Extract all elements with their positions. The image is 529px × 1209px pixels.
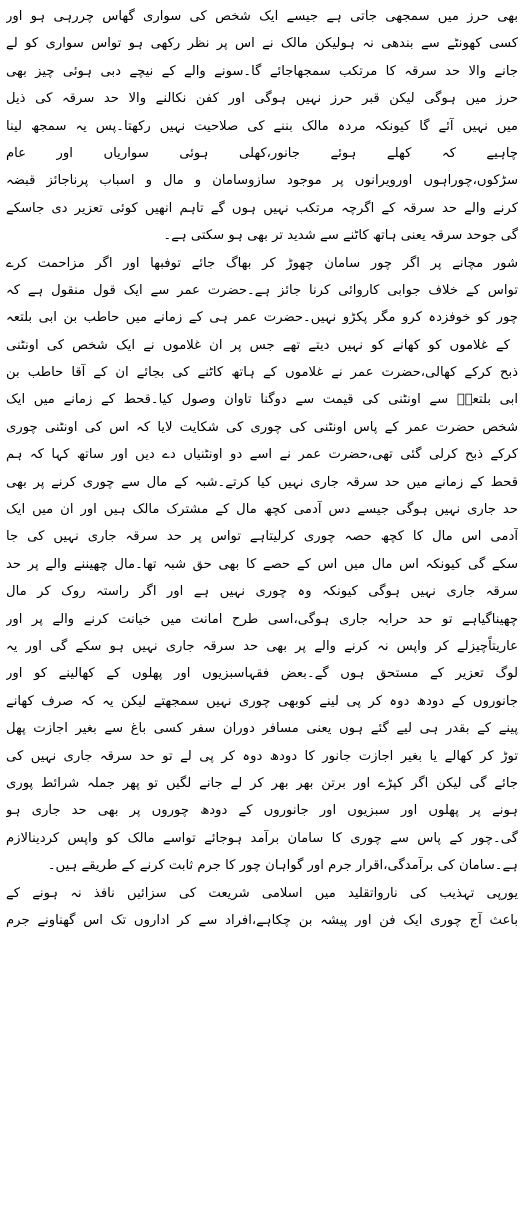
text-line: بھی حرز میں سمجھی جاتی ہے جیسے ایک شخص کی سواری گھاس چررہی ہو اور bbox=[6, 9, 518, 24]
text-line: سڑکوں،چوراہوں اورویرانوں پر موجود سازوسامان و مال و اسباب پرناجائز قبضہ bbox=[6, 173, 518, 189]
text-line: شور مچانے پر اگر چور سامان چھوڑ کر بھاگ جائے توفبھا اور اگر مزاحمت کرے bbox=[6, 255, 518, 271]
text-line: گی جوحد سرقہ یعنی ہاتھ کاٹنے سے شدید تر بھی ہو سکتی ہے۔ bbox=[163, 228, 518, 244]
text-line: جانوروں کے دودھ دوہ کر پی لینے کوبھی چوری نہیں سمجھتے لیکن یہ کہ صرف کھانے bbox=[6, 693, 518, 709]
text-line: توڑ کر کھالے یا بغیر اجازت جانور کا دودھ دوہ کر پی لے تو حد سرقہ جاری نہیں کی bbox=[6, 748, 518, 764]
text-line: چور کو خوفزدہ کرو مگر پکڑو نہیں۔حضرت عمر ہی کے زمانے میں حاطب بن ابی بلتعہ bbox=[6, 310, 518, 326]
text-line: ؓ کے غلاموں کو کھانے کو نہیں دیتے تھے جس پر ان غلاموں نے ایک شخص کی اونٹنی bbox=[6, 337, 518, 353]
text-line: یورپی تہذیب کی نارواتقلید میں اسلامی شریعت کی سزائیں نافذ نہ ہونے کے bbox=[6, 885, 518, 901]
text-line: ہے۔سامان کی برآمدگی،اقرار جرم اور گواہان چور کا جرم ثابت کرنے کے طریقے ہیں۔ bbox=[47, 858, 518, 874]
text-line: جائے گی لیکن اگر کپڑے اور برتن بھر بھر کر لے جانے لگیں تو پھر جملہ شرائط پوری bbox=[6, 775, 518, 791]
text-line: باعث آج چوری ایک فن اور پیشہ بن چکاہے،افراد سے کر اداروں تک اس گھناونے جرم bbox=[6, 912, 518, 928]
text-line: کسی کھونٹے سے بندھی نہ ہولیکن مالک نے اس پر نظر رکھی ہو تواس سواری کو لے bbox=[6, 36, 518, 52]
text-line: گی۔چور کے پاس سے چوری کا سامان برآمد ہوجائے تواسے مالک کو واپس کردینالازم bbox=[6, 830, 518, 846]
text-line: قحط کے زمانے میں حد سرقہ جاری نہیں کیا کرتے۔شبہ کے مال سے چوری کرنے پر بھی bbox=[6, 474, 518, 490]
text-line: عاریتاًچیزلے کر واپس نہ کرنے والے پر بھی حد سرقہ جاری نہیں ہو سکے گی اور یہ bbox=[6, 638, 518, 654]
text-line: جانے والا حد سرقہ کا مرتکب سمجھاجائے گا۔سونے والے کے نیچے دبی ہوئی چیز بھی bbox=[6, 63, 518, 79]
text-line: ابی بلتعہؓ سے اونٹنی کی قیمت سے دوگنا تاوان وصول کیا۔قحط کے زمانے میں ایک bbox=[6, 392, 518, 408]
text-line: ذبح کرکے کھالی،حضرت عمر نے غلاموں کے ہاتھ کاٹنے کی بجائے ان کے آقا حاطب بن bbox=[6, 365, 518, 381]
text-line: کرنے والے حد سرقہ کے اگرچہ مرتکب نہیں ہوں گے تاہم انھیں کوئی تعزیر دی جاسکے bbox=[6, 200, 518, 216]
text-line: تواس کے خلاف جوابی کاروائی کرنا جائز ہے۔حضرت عمر سے ایک قول منقول ہے کہ bbox=[6, 282, 518, 298]
text-line: میں نہیں آئے گا کیونکہ مردہ مالک بننے کی صلاحیت نہیں رکھتا۔پس یہ سمجھ لینا bbox=[6, 118, 518, 134]
text-line: چاہیے کہ کھلے ہوئے جانور،کھلی ہوئی سواریاں اور عام bbox=[6, 145, 518, 161]
text-line: سرقہ جاری نہیں ہوگی کیونکہ وہ چوری نہیں ہے اور اگر راستہ روک کر مال bbox=[6, 584, 518, 600]
text-line: چھیناگیاہے تو حد حرابہ جاری ہوگی،اسی طرح امانت میں خیانت کرنے والے پر اور bbox=[6, 611, 518, 627]
text-line: ہونے پر پھلوں اور سبزیوں اور جانوروں کے دودھ چوروں پر بھی حد جاری ہو bbox=[6, 803, 518, 819]
text-line: شخص حضرت عمر کے پاس اونٹنی کی چوری کی شکایت لایا کہ اس کی اونٹنی چوری bbox=[6, 419, 518, 435]
text-line: لوگ تعزیر کے مستحق ہوں گے۔بعض فقہاسبزیوں اور پھلوں کے کھالینے کو اور bbox=[6, 666, 518, 682]
text-line: سکے گی کیونکہ اس مال میں اس کے حصے کا بھی حق شبہ تھا۔مال چھیننے والے پر حد bbox=[6, 556, 518, 572]
text-line: کرکے ذبح کرلی گئی تھی،حضرت عمر نے اسے دو اونٹنیاں دے دیں اور ساتھ کہا کہ ہم bbox=[6, 447, 518, 463]
text-line: آدمی اس مال کا کچھ حصہ چوری کرلیتاہے تواس پر حد سرقہ جاری نہیں کی جا bbox=[6, 529, 518, 545]
text-line: حد جاری نہیں ہوگی جیسے دس آدمی کچھ مال کے مشترک مالک ہیں اور ان میں ایک bbox=[6, 502, 518, 518]
text-line: حرز میں ہوگی لیکن قبر حرز نہیں ہوگی اور کفن نکالنے والا حد سرقہ کی ذیل bbox=[6, 91, 518, 107]
text-line: پینے کے بقدر ہی لیے گئے ہوں یعنی مسافر دوران سفر کسی باغ سے بغیر اجازت پھل bbox=[6, 721, 518, 737]
